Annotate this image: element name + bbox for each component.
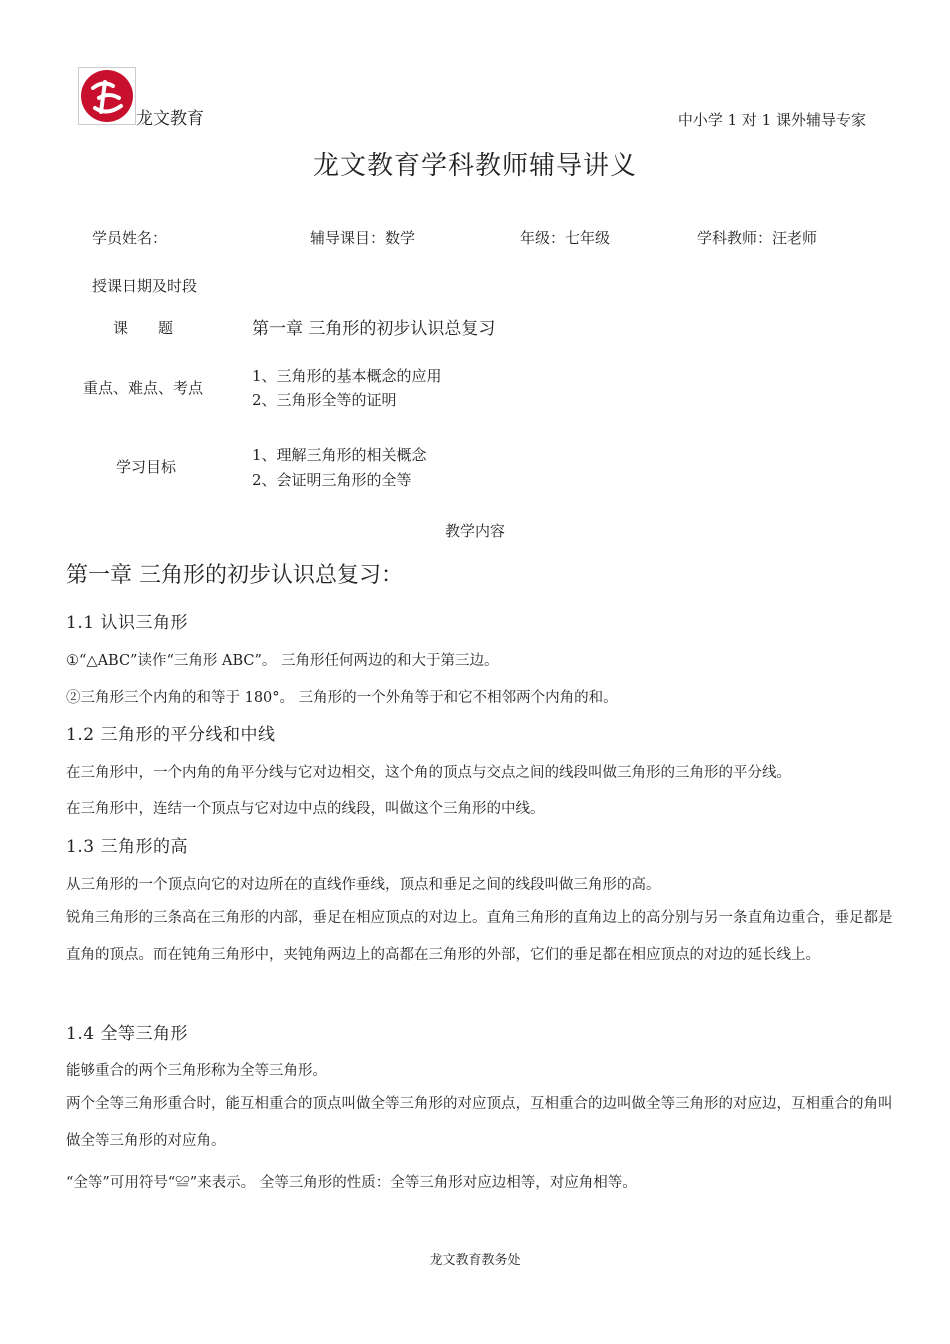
brand-slogan: 中小学 1 对 1 课外辅导专家 xyxy=(677,111,866,129)
brand-logo xyxy=(78,67,136,125)
paragraph: 两个全等三角形重合时，能互相重合的顶点叫做全等三角形的对应顶点，互相重合的边叫做全等三角形的对应边，互相重合的角叫做全等三角形的对应角。 xyxy=(66,1096,893,1149)
document-title: 龙文教育学科教师辅导讲义 xyxy=(312,151,637,181)
paragraph: 在三角形中，一个内角的角平分线与它对边相交，这个角的顶点与交点之间的线段叫做三角形的三角形的平分线。 xyxy=(66,765,791,781)
goal-item: 1、理解三角形的相关概念 xyxy=(252,446,427,464)
key-point-item: 1、三角形的基本概念的应用 xyxy=(252,367,442,385)
content-heading: 教学内容 xyxy=(444,522,505,540)
paragraph: 从三角形的一个顶点向它的对边所在的直线作垂线，顶点和垂足之间的线段叫做三角形的高。 xyxy=(66,877,661,893)
paragraph: 在三角形中，连结一个顶点与它对边中点的线段，叫做这个三角形的中线。 xyxy=(66,801,545,817)
topic-value: 第一章 三角形的初步认识总复习 xyxy=(252,319,496,339)
paragraph: 锐角三角形的三条高在三角形的内部，垂足在相应顶点的对边上。直角三角形的直角边上的高分别与另一条直角边重合，垂足都是直角的顶点。而在钝角三角形中，夹钝角两边上的高都在三角形的外部，它们的垂足都在相应顶点的对边的延长线上。 xyxy=(66,910,893,963)
brand-name: 龙文教育 xyxy=(136,109,204,129)
date-label: 授课日期及时段 xyxy=(92,277,198,295)
section-title: 1.3 三角形的高 xyxy=(66,837,188,857)
goal-item: 2、会证明三角形的全等 xyxy=(252,471,412,489)
section-title: 1.4 全等三角形 xyxy=(66,1024,188,1044)
paragraph: 能够重合的两个三角形称为全等三角形。 xyxy=(66,1063,327,1079)
key-points-label: 重点、难点、考点 xyxy=(83,379,204,397)
student-name-label: 学员姓名： xyxy=(92,229,168,247)
grade-label: 年级：七年级 xyxy=(520,229,611,247)
topic-label: 课 题 xyxy=(113,319,174,337)
teacher-label: 学科教师：汪老师 xyxy=(697,229,818,247)
paragraph: ①“△ABC”读作“三角形 ABC”。 三角形任何两边的和大于第三边。 xyxy=(66,653,499,669)
course-label: 辅导课目：数学 xyxy=(310,229,416,247)
paragraph: ②三角形三个内角的和等于 180°。 三角形的一个外角等于和它不相邻两个内角的和。 xyxy=(66,690,618,706)
key-point-item: 2、三角形全等的证明 xyxy=(252,391,397,409)
paragraph: “全等”可用符号“≌”来表示。 全等三角形的性质：全等三角形对应边相等，对应角相等。 xyxy=(66,1175,637,1191)
goals-label: 学习目标 xyxy=(116,458,177,476)
logo-seal-icon xyxy=(79,68,135,124)
page-footer: 龙文教育教务处 xyxy=(429,1253,521,1268)
section-title: 1.1 认识三角形 xyxy=(66,613,188,633)
section-title: 1.2 三角形的平分线和中线 xyxy=(66,725,276,745)
chapter-title: 第一章 三角形的初步认识总复习： xyxy=(66,563,403,588)
